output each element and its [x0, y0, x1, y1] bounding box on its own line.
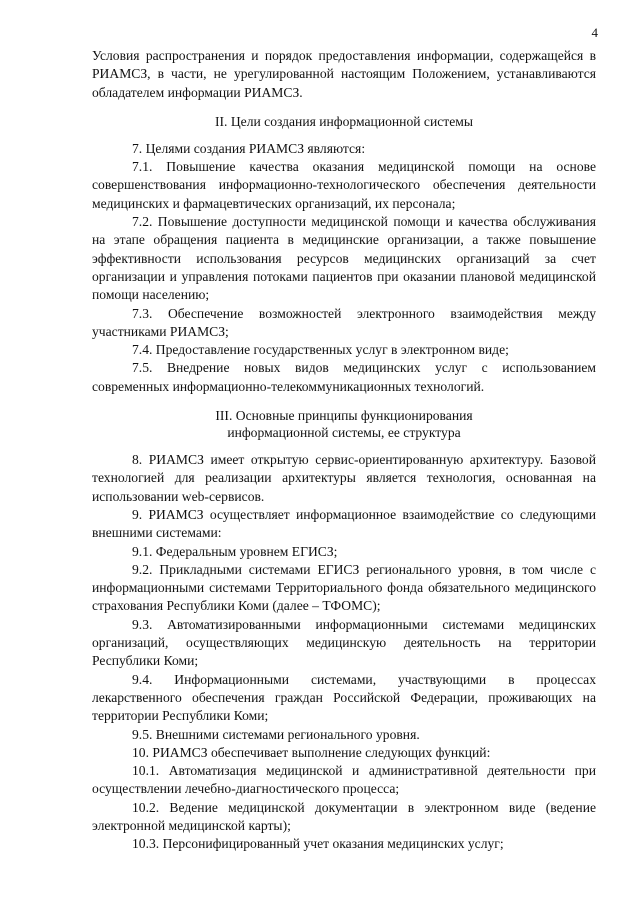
document-body	[92, 47, 596, 854]
paragraph-7-3: 7.3. Обеспечение возможностей электронного взаимодействия между участниками РИАМСЗ;	[92, 305, 596, 339]
section-3-heading	[92, 407, 596, 441]
paragraph-7-1: 7.1. Повышение качества оказания медицинской помощи на основе совершенствования информационно-технологического обеспечения деятельности медицинских и фармацевтических организаций, их персонала;	[92, 159, 596, 211]
paragraph-9-5: 9.5. Внешними системами регионального уровня.	[132, 726, 420, 742]
paragraph-9-2: 9.2. Прикладными системами ЕГИСЗ регионального уровня, в том числе с информационными системами Территориального фонда обязательного медицинского страхования Республики Коми (далее – ТФОМС);	[92, 561, 596, 614]
paragraph-9: 9. РИАМСЗ осуществляет информационное взаимодействие со следующими внешними системами:	[92, 506, 596, 541]
page-number: 4	[591, 25, 598, 40]
section-2-heading-text: II. Цели создания информационной системы	[215, 113, 473, 129]
section-3-heading-line-1: III. Основные принципы функционирования	[215, 408, 473, 424]
paragraph-10: 10. РИАМСЗ обеспечивает выполнение следующих функций:	[132, 744, 491, 760]
paragraph-10-3: 10.3. Персонифицированный учет оказания медицинских услуг;	[132, 836, 504, 852]
paragraph-9-4: 9.4. Информационными системами, участвующими в процессах лекарственного обеспечения граждан Российской Федерации, проживающих на территории Республики Коми;	[92, 671, 596, 724]
paragraph-7-4: 7.4. Предоставление государственных услуг в электронном виде;	[132, 342, 509, 358]
paragraph-10-1: 10.1. Автоматизация медицинской и административной деятельности при осуществлении лечебно-диагностического процесса;	[92, 763, 596, 797]
paragraph-7-2: 7.2. Повышение доступности медицинской помощи и качества обслуживания на этапе обращения пациента в медицинские организации, а также повышение эффективности использования ресурсов медицинских организаций за счет организации и управления потоками пациентов при оказании плановой медицинской помощи населению;	[92, 214, 596, 303]
section-2-heading	[92, 113, 596, 130]
paragraph-9-3: 9.3. Автоматизированными информационными системами медицинских организаций, осуществляющих медицинскую деятельность на территории Республики Коми;	[92, 616, 596, 669]
paragraph-7: 7. Целями создания РИАМСЗ являются:	[132, 140, 366, 156]
paragraph-7-5: 7.5. Внедрение новых видов медицинских услуг с использованием современных информационно-телекоммуникационных технологий.	[92, 360, 596, 394]
section-3-heading-line-2: информационной системы, ее структура	[227, 425, 461, 441]
intro-paragraph: Условия распространения и порядок предоставления информации, содержащейся в РИАМСЗ, в части, не урегулированной настоящим Положением, устанавливаются обладателем информации РИАМСЗ.	[92, 48, 596, 100]
paragraph-10-2: 10.2. Ведение медицинской документации в электронном виде (ведение электронной медицинской карты);	[92, 799, 596, 833]
paragraph-9-1: 9.1. Федеральным уровнем ЕГИСЗ;	[132, 543, 338, 559]
paragraph-8: 8. РИАМСЗ имеет открытую сервис-ориентированную архитектуру. Базовой технологией для реализации архитектуры является технология, основанная на использовании web-сервисов.	[92, 452, 596, 504]
